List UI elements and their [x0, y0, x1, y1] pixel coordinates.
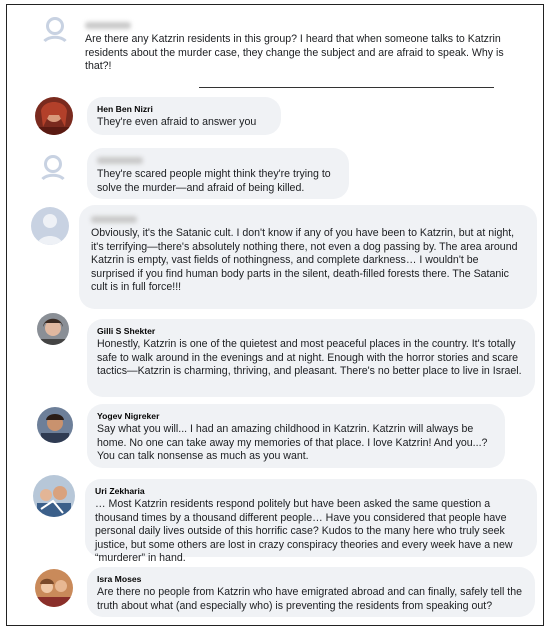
comment-bubble: [87, 148, 349, 199]
author-name[interactable]: Isra Moses: [97, 574, 142, 584]
profile-photo-icon: [33, 475, 75, 517]
author-avatar[interactable]: [37, 407, 73, 443]
author-name[interactable]: Gilli S Shekter: [97, 326, 156, 336]
author-name[interactable]: Uri Zekharia: [95, 486, 145, 496]
placeholder-avatar-icon[interactable]: [37, 151, 69, 183]
placeholder-avatar-icon[interactable]: [39, 13, 71, 45]
comment-bubble: [79, 15, 519, 78]
profile-photo-icon: [35, 569, 73, 607]
profile-photo-icon: [35, 97, 73, 135]
author-name[interactable]: Yogev Nigreker: [97, 411, 160, 421]
author-avatar[interactable]: [33, 475, 75, 517]
comment-text: Are there no people from Katzrin who have emigrated abroad and can finally, safely tell the truth about what (and especially who) is preventing the residents from speaking out?: [97, 586, 522, 612]
author-name-redacted: [85, 22, 131, 29]
comment-text: Are there any Katzrin residents in this group? I heard that when someone talks to Katzrin residents about the murder case, they change the subject and are afraid to speak. Why is that?!: [85, 33, 504, 73]
comment-text: Honestly, Katzrin is one of the quietest and most peaceful places in the country. It's totally safe to walk around in the evenings and at night. Enough with the horror stories and scare tactics—Katzrin is charming, thriving, and pleasant. There's no better place to live in Israel.: [97, 338, 522, 378]
comment-text: They're even afraid to answer you: [97, 116, 257, 128]
person-silhouette-icon: [39, 13, 71, 45]
comment-thread: [6, 4, 544, 626]
comment-text: They're scared people might think they're trying to solve the murder—and afraid of being killed.: [97, 168, 331, 194]
person-silhouette-icon: [37, 151, 69, 183]
author-avatar[interactable]: [35, 97, 73, 135]
author-name-redacted: [91, 216, 137, 223]
comment-bubble: [87, 404, 505, 468]
comment-bubble: [79, 205, 537, 309]
divider: [199, 87, 494, 88]
placeholder-avatar-icon[interactable]: [31, 207, 69, 245]
author-name-redacted: [97, 157, 143, 164]
person-silhouette-icon: [31, 207, 69, 245]
author-avatar[interactable]: [37, 313, 69, 345]
author-name[interactable]: Hen Ben Nizri: [97, 104, 153, 114]
comment-bubble: [87, 97, 281, 135]
comment-bubble: [87, 319, 535, 397]
comment-text: Say what you will... I had an amazing childhood in Katzrin. Katzrin will always be home. No one can take away my memories of that place. I love Katzrin! And you...? You can talk nonsense as much as you want.: [97, 423, 488, 463]
comment-bubble: [85, 479, 537, 565]
author-avatar[interactable]: [35, 569, 73, 607]
comment-text: Obviously, it's the Satanic cult. I don't know if any of you have been to Katzrin, but at night, it's terrifying—there's absolutely nothing there, not even a dog passing by. The area around Katzrin is empty, vast fields of nothingness, and complete darkness… I wouldn't be surprised if you find human body parts in the silent, death-filled forests there. The Satanic cult is in full force!!!: [91, 227, 518, 294]
comment-bubble: [87, 567, 535, 617]
profile-photo-icon: [37, 313, 69, 345]
profile-photo-icon: [37, 407, 73, 443]
comment-text: … Most Katzrin residents respond politely but have been asked the same question a thousand times by a thousand different people… Have you considered that people have personal daily lives outside of this horrific case? Kudos to the many here who truly seek justice, but some others are lost in crazy conspiracy theories and every week have a new “murderer” in hand.: [95, 498, 513, 565]
